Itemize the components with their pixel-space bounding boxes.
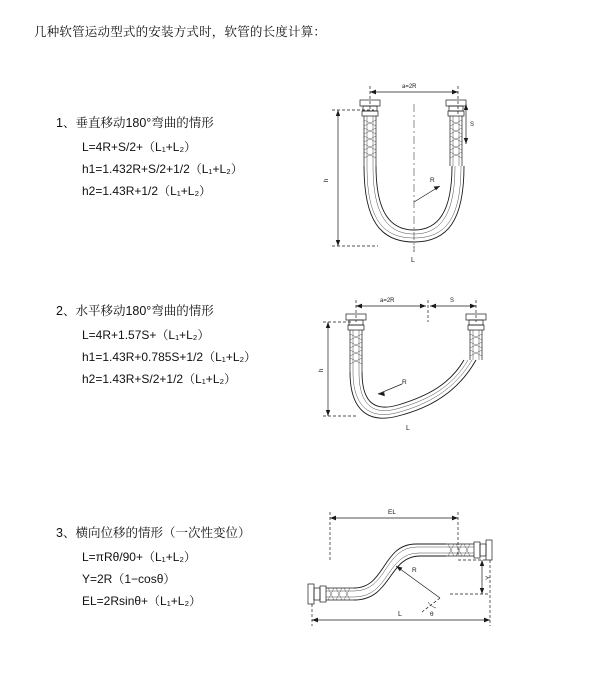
svg-text:L: L bbox=[406, 425, 410, 432]
section-2-formula-1: L=4R+1.57S+（L₁+L₂） bbox=[82, 328, 210, 342]
svg-text:a=2R: a=2R bbox=[402, 84, 417, 90]
section-3-title: 3、横向位移的情形（一次性变位） bbox=[56, 526, 251, 540]
svg-text:S: S bbox=[450, 298, 455, 304]
svg-text:R: R bbox=[402, 379, 407, 386]
section-2-title: 2、水平移动180°弯曲的情形 bbox=[56, 304, 214, 318]
lateral-offset-diagram bbox=[300, 500, 500, 630]
section-2-formula-2: h1=1.43R+0.785S+1/2（L₁+L₂） bbox=[82, 350, 257, 364]
horizontal-180-bend-diagram bbox=[318, 288, 498, 438]
svg-text:R: R bbox=[412, 567, 417, 574]
section-3-formula-1: L=πRθ/90+（L₁+L₂） bbox=[82, 550, 197, 564]
svg-text:Y: Y bbox=[485, 575, 492, 580]
svg-text:L: L bbox=[411, 257, 415, 264]
section-3-formula-2: Y=2R（1−cosθ） bbox=[82, 572, 176, 586]
section-2-text-block bbox=[56, 300, 256, 390]
svg-text:EL: EL bbox=[388, 509, 396, 516]
svg-text:h: h bbox=[319, 368, 325, 372]
section-1-formula-1: L=4R+S/2+（L₁+L₂） bbox=[82, 140, 197, 154]
section-3-text-block bbox=[56, 522, 250, 612]
svg-text:S: S bbox=[470, 122, 475, 128]
svg-text:L: L bbox=[398, 611, 402, 618]
section-1-text-block bbox=[56, 112, 243, 202]
svg-text:a=2R: a=2R bbox=[380, 298, 395, 304]
section-3-formula-3: EL=2Rsinθ+（L₁+L₂） bbox=[82, 594, 202, 608]
vertical-180-bend-diagram bbox=[318, 70, 488, 270]
svg-text:h: h bbox=[324, 178, 330, 182]
svg-text:θ: θ bbox=[430, 611, 434, 618]
svg-text:R: R bbox=[430, 177, 435, 184]
section-2-formula-3: h2=1.43R+S/2+1/2（L₁+L₂） bbox=[82, 372, 237, 386]
section-1-formula-3: h2=1.43R+1/2（L₁+L₂） bbox=[82, 184, 212, 198]
page-title: 几种软管运动型式的安装方式时，软管的长度计算： bbox=[34, 25, 327, 39]
section-1-title: 1、垂直移动180°弯曲的情形 bbox=[56, 116, 214, 130]
section-1-formula-2: h1=1.432R+S/2+1/2（L₁+L₂） bbox=[82, 162, 243, 176]
